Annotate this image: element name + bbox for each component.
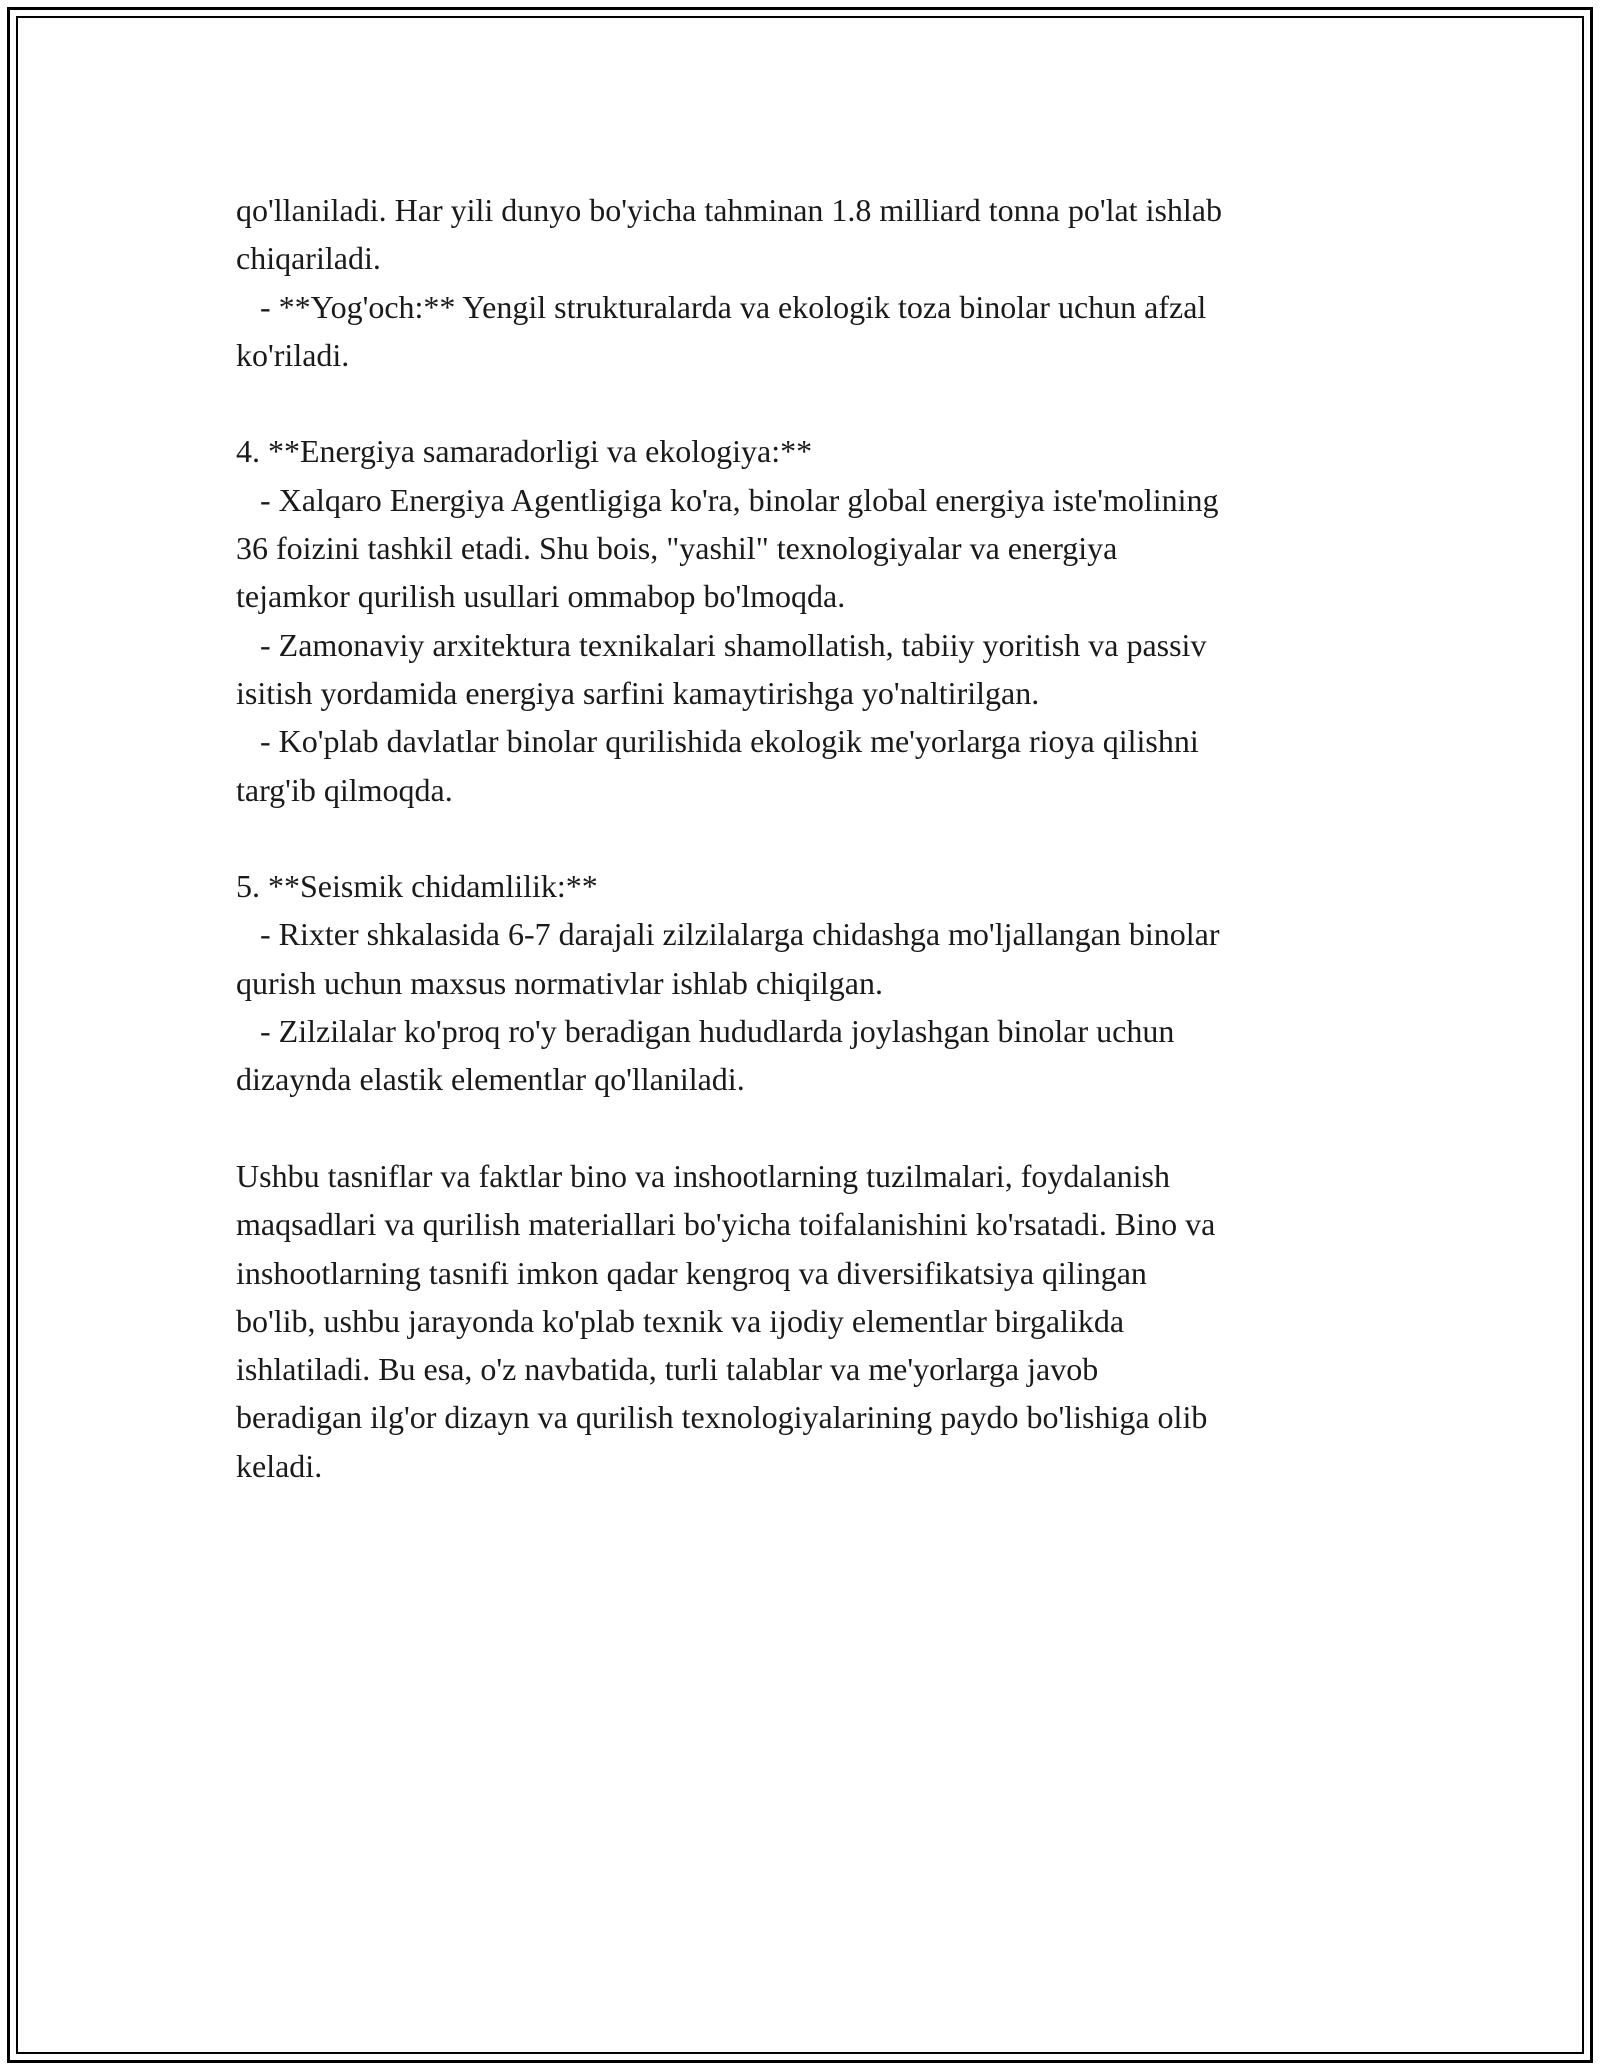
text-line: - Ko'plab davlatlar binolar qurilishida ekologik me'yorlarga rioya qilishni	[236, 723, 1199, 760]
text-line: qo'llaniladi. Har yili dunyo bo'yicha tahminan 1.8 milliard tonna po'lat ishlab	[236, 192, 1222, 228]
text-line: ko'riladi.	[236, 336, 350, 373]
text-line: tejamkor qurilish usullari ommabop bo'lmoqda.	[236, 578, 846, 615]
paragraph-line: keladi.	[236, 1447, 323, 1484]
text-line: - Xalqaro Energiya Agentligiga ko'ra, binolar global energiya iste'molining	[236, 481, 1219, 518]
paragraph-line: beradigan ilg'or dizayn va qurilish texnologiyalarining paydo bo'lishiga olib	[236, 1399, 1208, 1436]
blank-line	[236, 1104, 1376, 1152]
paragraph-line: inshootlarning tasnifi imkon qadar kengroq va diversifikatsiya qilingan	[236, 1254, 1147, 1291]
section-heading: 5. **Seismik chidamlilik:**	[236, 868, 598, 905]
text-line: - **Yog'och:** Yengil strukturalarda va ekologik toza binolar uchun afzal	[236, 288, 1207, 325]
section-heading: 4. **Energiya samaradorligi va ekologiya:**	[236, 433, 813, 470]
text-line: dizaynda elastik elementlar qo'llaniladi.	[236, 1061, 745, 1098]
text-line: isitish yordamida energiya sarfini kamaytirishga yo'naltirilgan.	[236, 674, 1040, 711]
text-line: - Rixter shkalasida 6-7 darajali zilzilalarga chidashga mo'ljallangan binolar	[236, 916, 1220, 953]
blank-line	[236, 814, 1376, 862]
blank-line	[236, 379, 1376, 427]
text-line: 36 foizini tashkil etadi. Shu bois, "yashil" texnologiyalar va energiya	[236, 530, 1118, 567]
text-line: qurish uchun maxsus normativlar ishlab chiqilgan.	[236, 964, 883, 1001]
text-line: targ'ib qilmoqda.	[236, 771, 453, 808]
text-line: - Zamonaviy arxitektura texnikalari shamollatish, tabiiy yoritish va passiv	[236, 626, 1207, 663]
text-line: - Zilzilalar ko'proq ro'y beradigan hududlarda joylashgan binolar uchun	[236, 1013, 1175, 1050]
paragraph-line: maqsadlari va qurilish materiallari bo'yicha toifalanishini ko'rsatadi. Bino va	[236, 1206, 1216, 1243]
text-line: chiqariladi.	[236, 240, 381, 277]
paragraph-line: Ushbu tasniflar va faktlar bino va inshootlarning tuzilmalari, foydalanish	[236, 1157, 1170, 1194]
paragraph-line: ishlatiladi. Bu esa, o'z navbatida, turli talablar va me'yorlarga javob	[236, 1351, 1099, 1388]
document-body	[236, 186, 1376, 1490]
paragraph-line: bo'lib, ushbu jarayonda ko'plab texnik va ijodiy elementlar birgalikda	[236, 1302, 1125, 1339]
